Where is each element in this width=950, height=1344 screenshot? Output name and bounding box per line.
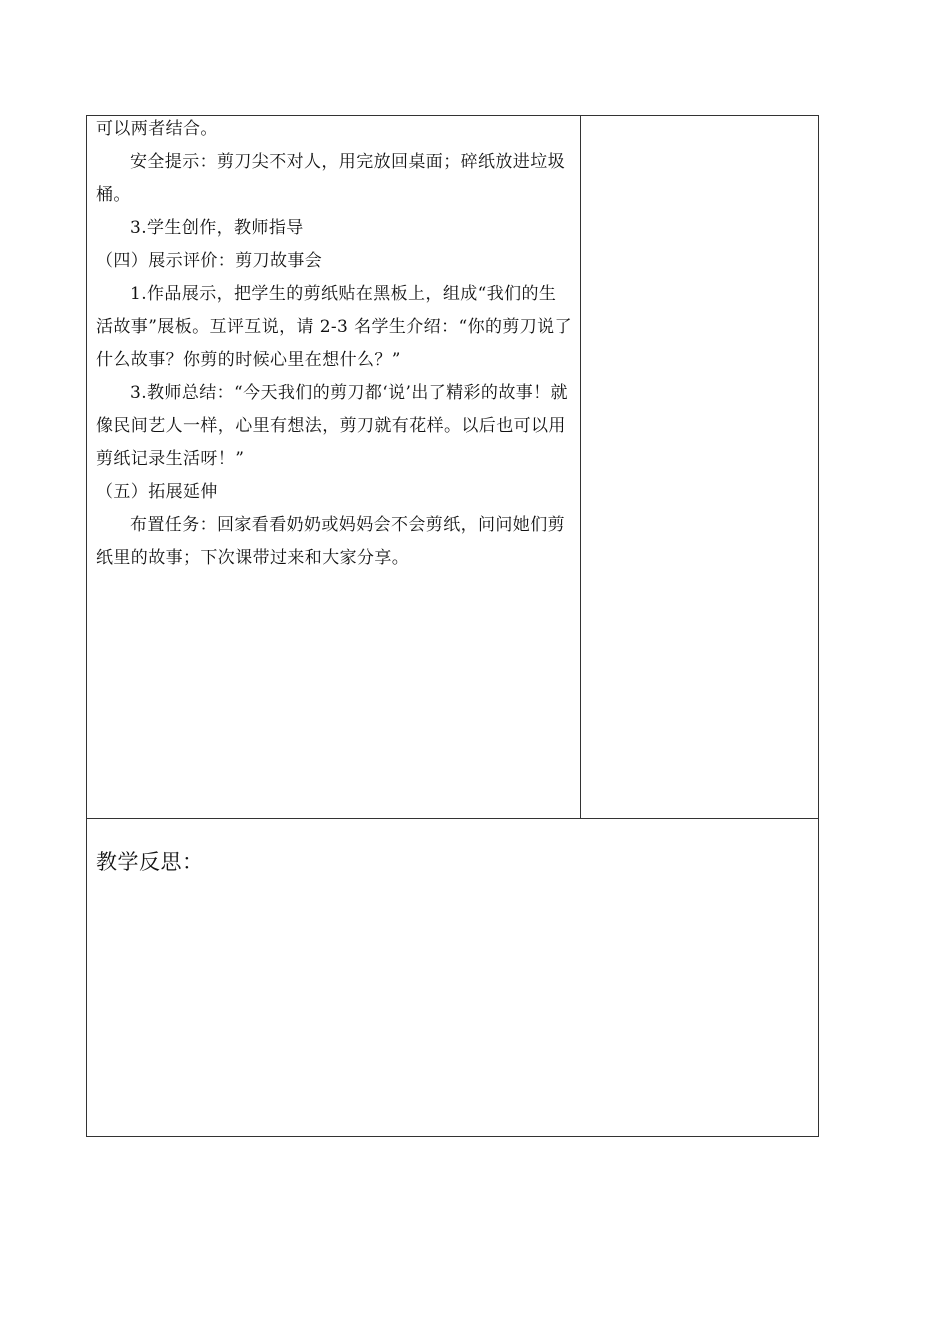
section-heading: （五）拓展延伸 bbox=[96, 482, 218, 502]
content-paragraph: 安全提示：剪刀尖不对人，用完放回桌面；碎纸放进垃圾桶。 bbox=[96, 152, 565, 205]
lesson-content bbox=[96, 113, 572, 575]
content-paragraph: 3.学生创作，教师指导 bbox=[130, 218, 304, 238]
content-paragraph: 3.教师总结：“今天我们的剪刀都‘说’出了精彩的故事！就像民间艺人一样，心里有想法，剪刀就有花样。以后也可以用剪纸记录生活呀！” bbox=[96, 383, 568, 469]
notes-cell bbox=[581, 116, 818, 818]
lesson-process-row bbox=[87, 116, 818, 819]
content-paragraph: 1.作品展示，把学生的剪纸贴在黑板上，组成“我们的生活故事”展板。互评互说，请 2-3 名学生介绍：“你的剪刀说了什么故事？你剪的时候心里在想什么？” bbox=[96, 284, 572, 370]
reflection-row bbox=[87, 819, 818, 1137]
reflection-title: 教学反思： bbox=[96, 850, 204, 874]
lesson-plan-table bbox=[86, 115, 819, 1137]
content-paragraph: 可以两者结合。 bbox=[96, 119, 218, 139]
content-paragraph: 布置任务：回家看看奶奶或妈妈会不会剪纸，问问她们剪纸里的故事；下次课带过来和大家分享。 bbox=[96, 515, 565, 568]
lesson-content-cell bbox=[87, 116, 581, 818]
section-heading: （四）展示评价：剪刀故事会 bbox=[96, 251, 323, 271]
